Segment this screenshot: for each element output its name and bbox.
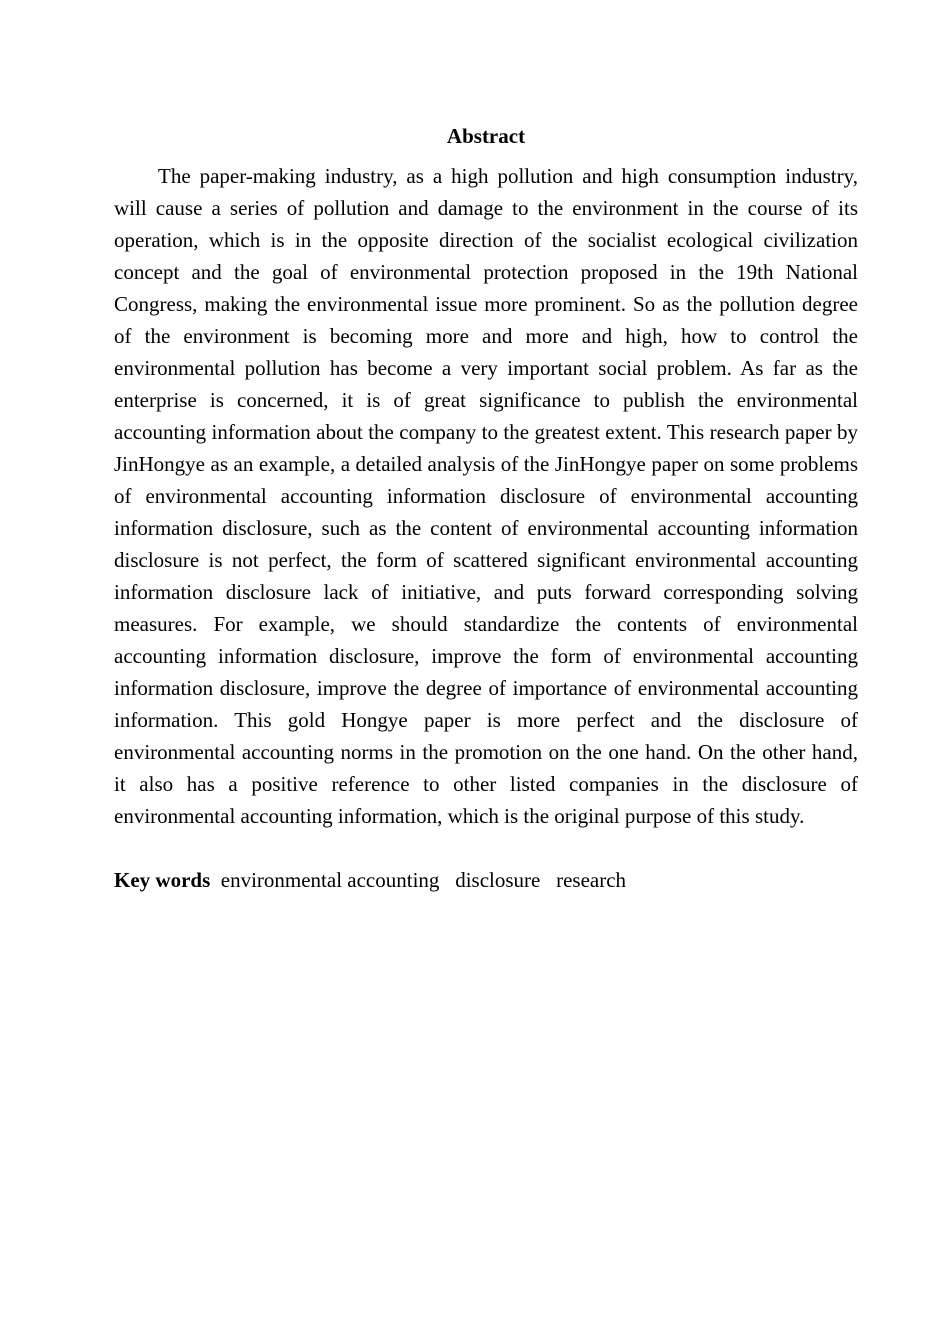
- keyword-3: research: [556, 868, 627, 892]
- keywords-label: Key words: [114, 868, 211, 892]
- keyword-1: environmental accounting: [220, 868, 440, 892]
- abstract-title: Abstract: [446, 124, 526, 148]
- abstract-body: The paper-making industry, as a high pollution and high consumption industry, will cause a series of pollution and damage to the environment in the course of its operation, which is in the opposite direction of the socialist ecological civilization concept and the goal of environmental protection proposed in the 19th National Congress, making the environmental issue more prominent. So as the pollution degree of the environment is becoming more and more and high, how to control the environmental pollution has become a very important social problem. As far as the enterprise is concerned, it is of great significance to publish the environmental accounting information about the company to the greatest extent. This research paper by JinHongye as an example, a detailed analysis of the JinHongye paper on some problems of environmental accounting information disclosure of environmental accounting information disclosure, such as the content of environmental accounting information disclosure is not perfect, the form of scattered significant environmental accounting information disclosure lack of initiative, and puts forward corresponding solving measures. For example, we should standardize the contents of environmental accounting information disclosure, improve the form of environmental accounting information disclosure, improve the degree of importance of environmental accounting information. This gold Hongye paper is more perfect and the disclosure of environmental accounting norms in the promotion on the one hand. On the other hand, it also has a positive reference to other listed companies in the disclosure of environmental accounting information, which is the original purpose of this study.: [114, 164, 858, 828]
- keywords-line: [114, 864, 858, 896]
- abstract-section: [114, 120, 858, 896]
- keyword-2: disclosure: [455, 868, 541, 892]
